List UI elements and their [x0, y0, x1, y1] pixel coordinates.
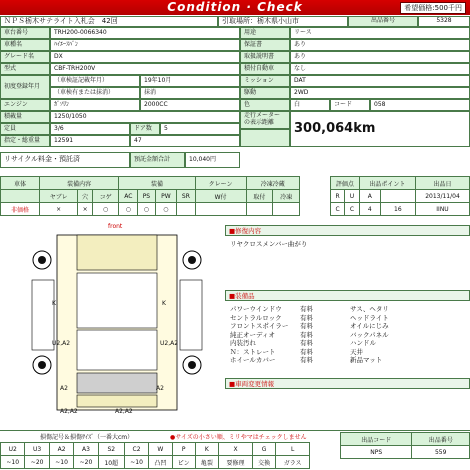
recycle-label: リサイクル料金・預託済 — [0, 152, 130, 168]
eq-v6: ○ — [155, 203, 177, 216]
exhibit-code-table — [340, 432, 470, 459]
eq-s8: W付 — [195, 190, 246, 203]
equip-left-5: Ｎ：ストレート — [230, 347, 276, 356]
score-v1: C — [345, 203, 360, 216]
lg-c1: U3 — [25, 443, 49, 456]
desired-price: 希望価格:500千円 — [400, 2, 466, 14]
weight-value: 12591 — [50, 135, 130, 147]
expiry-value: 抹消 — [140, 87, 240, 99]
manual-label: 取扱説明書 — [240, 51, 290, 63]
grade-value: DX — [50, 51, 240, 63]
type-value: CBF-TRH200V — [50, 63, 240, 75]
equip-right-4: ハンドル — [350, 339, 376, 347]
equip-left-0: パワーウインドウ — [230, 305, 282, 313]
eq-s9: 取付 — [246, 190, 273, 203]
lg-m3: X — [219, 443, 253, 456]
seats-value: 3/6 — [50, 123, 130, 135]
load-label: 積載量 — [0, 111, 50, 123]
equip-right-6: 新品マット — [350, 356, 383, 364]
equip-section-title: ■装備品 — [225, 290, 470, 301]
damage-a2-rear-left: A2,A2 — [60, 408, 78, 415]
equip-left-2: フロントスポイラー — [230, 322, 289, 330]
type-label: 型式 — [0, 63, 50, 75]
front-label: front — [108, 223, 123, 230]
score-table — [330, 176, 470, 216]
lg-d5: ガラス — [276, 456, 310, 469]
lg-r5: ~10 — [124, 456, 148, 469]
score-s0: R — [331, 190, 345, 203]
equip-left-1: セントラルロック — [230, 313, 282, 322]
equip-list-right — [350, 305, 389, 365]
load-value: 1250/1050 — [50, 111, 240, 123]
lg-r3: ~20 — [74, 456, 98, 469]
equip-mid-2: 有料 — [300, 322, 313, 330]
left-side-panel — [32, 280, 54, 350]
weight-label: 指定・総重量 — [0, 135, 50, 147]
ex-v1: 559 — [412, 446, 470, 459]
eq-v5: ○ — [138, 203, 155, 216]
equip-right-3: バックパネル — [350, 330, 389, 339]
engine-fuel: ｶﾞｿﾘﾝ — [50, 99, 140, 111]
equip-list-mid — [300, 305, 313, 365]
eq-s6: PW — [155, 190, 177, 203]
damage-k-left: K — [52, 300, 56, 307]
loaded-label: 積付自動車 — [240, 63, 290, 75]
color-code: 058 — [370, 99, 470, 111]
lg-d3: 要修理 — [219, 456, 253, 469]
equip-left-6: ホイールカバー — [230, 356, 276, 364]
mileage-label — [240, 111, 290, 129]
eq-s0 — [1, 190, 40, 203]
use-value: リース — [290, 27, 470, 39]
score-date: 2013/11/04 — [415, 190, 469, 203]
damage-u2-left: U2,A2 — [52, 340, 71, 347]
eq-v10 — [273, 203, 300, 216]
repair-note: リヤクロスメンバー曲がり — [230, 240, 308, 248]
wheel-front-left — [38, 256, 46, 264]
car-roof — [77, 273, 157, 328]
grade-label: グレード名 — [0, 51, 50, 63]
damage-a2-rear-right: A2,A2 — [115, 408, 133, 415]
score-v2: 4 — [359, 203, 380, 216]
lg-m2: K — [195, 443, 218, 456]
chassis-value: TRH200-0066340 — [50, 27, 240, 39]
legend-2: ●サイズの小さい順、ミリやマはチェックしません — [170, 434, 307, 441]
drive-label: 駆動 — [240, 87, 290, 99]
score-s-blank — [380, 190, 415, 203]
wheel-rear-left — [38, 361, 46, 369]
equip-mid-3: 有料 — [300, 330, 313, 339]
first-reg-sub: （車検証記載年月） — [50, 75, 140, 87]
lg-c0: U2 — [1, 443, 25, 456]
equip-mid-4: 有料 — [300, 339, 313, 347]
eq-h-interior: 装備内容 — [39, 177, 118, 190]
chassis-label: 車台番号 — [0, 27, 50, 39]
equip-mid-6: 有料 — [300, 356, 313, 364]
lg-r4: 10超 — [98, 456, 124, 469]
weight-extra: 47 — [130, 135, 240, 147]
equip-right-2: オイルにじみ — [350, 322, 389, 330]
color-code-label: コード — [330, 99, 370, 111]
expiry-label: （車検有または抹消） — [50, 87, 140, 99]
score-h-points: 出品ポイント — [359, 177, 415, 190]
recycle-fee-label: 預託金額合計 — [130, 152, 185, 168]
lg-c3: A3 — [74, 443, 98, 456]
score-h2: 出品日 — [415, 177, 469, 190]
score-s2: A — [359, 190, 380, 203]
car-hood — [77, 235, 157, 270]
lot-number: 5328 — [418, 16, 470, 27]
wheel-front-right — [188, 256, 196, 264]
car-rear-glass — [77, 373, 157, 393]
eq-s5: PS — [138, 190, 155, 203]
eq-s3: コゲ — [92, 190, 119, 203]
lg-m4: G — [252, 443, 275, 456]
lg-m0: W — [149, 443, 172, 456]
first-reg-label: 初度登録年月 — [0, 75, 50, 99]
doors-value: 5 — [160, 123, 240, 135]
equip-right-5: 天井 — [350, 347, 363, 356]
engine-label: エンジン — [0, 99, 50, 111]
manual-value: あり — [290, 51, 470, 63]
car-mid-panel — [77, 330, 157, 370]
right-side-panel — [180, 280, 202, 350]
eq-v0: 非価格 — [1, 203, 40, 216]
lg-c4: S2 — [98, 443, 124, 456]
equip-mid-5: 有料 — [300, 347, 313, 356]
recycle-fee: 10,040円 — [185, 152, 240, 168]
color-label: 色 — [240, 99, 290, 111]
equip-left-4: 内装汚れ — [230, 339, 256, 347]
model-label: 車種名 — [0, 39, 50, 51]
lg-c5: C2 — [124, 443, 148, 456]
damage-a2-right: A2 — [156, 385, 164, 392]
eq-h-cold: 冷凍冷蔵 — [246, 177, 299, 190]
lg-r2: ~10 — [49, 456, 73, 469]
eq-h-body: 車体 — [1, 177, 40, 190]
engine-cc: 2000CC — [140, 99, 240, 111]
damage-a2-left: A2 — [60, 385, 68, 392]
lg-r1: ~20 — [25, 456, 49, 469]
lg-m5: L — [276, 443, 310, 456]
score-v4: IINU — [415, 203, 469, 216]
vehicle-change-title: ■車両変更情報 — [225, 378, 470, 389]
repair-section-title: ■修復内容 — [225, 225, 470, 236]
mission-label: ミッション — [240, 75, 290, 87]
lg-d4: 交換 — [252, 456, 275, 469]
model-value: ﾊｲｴｰｽﾊﾞﾝ — [50, 39, 240, 51]
mileage-label-2: の表示距離 — [244, 119, 275, 126]
damage-u2-right: U2,A2 — [160, 340, 179, 347]
mission-value: DAT — [290, 75, 470, 87]
car-diagram — [22, 225, 212, 420]
lg-d0: 凸凹 — [149, 456, 172, 469]
eq-h-crane: クレーン — [195, 177, 246, 190]
ex-h0: 出品コード — [341, 433, 412, 446]
loaded-value: なし — [290, 63, 470, 75]
page-title: Condition · Check — [167, 0, 303, 14]
lg-r0: ~10 — [1, 456, 25, 469]
lg-m1: P — [172, 443, 195, 456]
damage-k-right: K — [162, 300, 166, 307]
eq-s1: ヤブレ — [39, 190, 77, 203]
equip-mid-1: 有料 — [300, 313, 313, 322]
eq-v2: × — [78, 203, 92, 216]
eq-s4: AC — [119, 190, 138, 203]
eq-v4: ○ — [119, 203, 138, 216]
eq-h-equip: 装備 — [119, 177, 195, 190]
warranty-label: 保証書 — [240, 39, 290, 51]
color-value: 白 — [290, 99, 330, 111]
warranty-value: あり — [290, 39, 470, 51]
doors-label: ドア数 — [130, 123, 160, 135]
legend-table — [0, 442, 310, 469]
mileage-blank — [240, 129, 290, 147]
eq-v3: ○ — [92, 203, 119, 216]
equipment-table — [0, 176, 300, 216]
car-rear-bumper — [77, 395, 157, 407]
score-h0: 評価点 — [331, 177, 360, 190]
seats-label: 定員 — [0, 123, 50, 135]
score-s1: U — [345, 190, 360, 203]
equip-left-3: 純正オーディオ — [230, 330, 275, 339]
eq-v9 — [246, 203, 273, 216]
pickup-location: 引取場所：栃木県小山市 — [218, 16, 348, 27]
equip-right-1: ヘッドライト — [350, 313, 389, 322]
eq-v1: × — [39, 203, 77, 216]
drive-value: 2WD — [290, 87, 470, 99]
eq-s2: 穴 — [78, 190, 92, 203]
mileage-value: 300,064km — [290, 111, 470, 147]
eq-v7 — [177, 203, 195, 216]
lg-d1: ピン — [172, 456, 195, 469]
wheel-rear-right — [188, 361, 196, 369]
eq-v8 — [195, 203, 246, 216]
ex-v0: NPS — [341, 446, 412, 459]
score-v0: C — [331, 203, 345, 216]
score-v3: 16 — [380, 203, 415, 216]
equip-right-0: サス、ヘタリ — [350, 305, 389, 313]
auction-name: ＮＰＳ栃木サテライト入札会 42回 — [0, 16, 218, 27]
lg-d2: 亀裂 — [195, 456, 218, 469]
equip-mid-0: 有料 — [300, 305, 313, 313]
legend-1: 損傷記号＆損傷ｻｲｽﾞ（一番大cm） — [40, 434, 134, 441]
lg-c2: A2 — [49, 443, 73, 456]
mileage-label-1: 走行メーター — [244, 112, 281, 120]
first-reg-year: 19年10月 — [140, 75, 240, 87]
eq-s10: 冷凍 — [273, 190, 300, 203]
eq-s7: SR — [177, 190, 195, 203]
use-label: 用途 — [240, 27, 290, 39]
ex-h1: 出品番号 — [412, 433, 470, 446]
lot-label: 出品番号 — [348, 16, 418, 27]
equip-list-left — [230, 305, 288, 365]
